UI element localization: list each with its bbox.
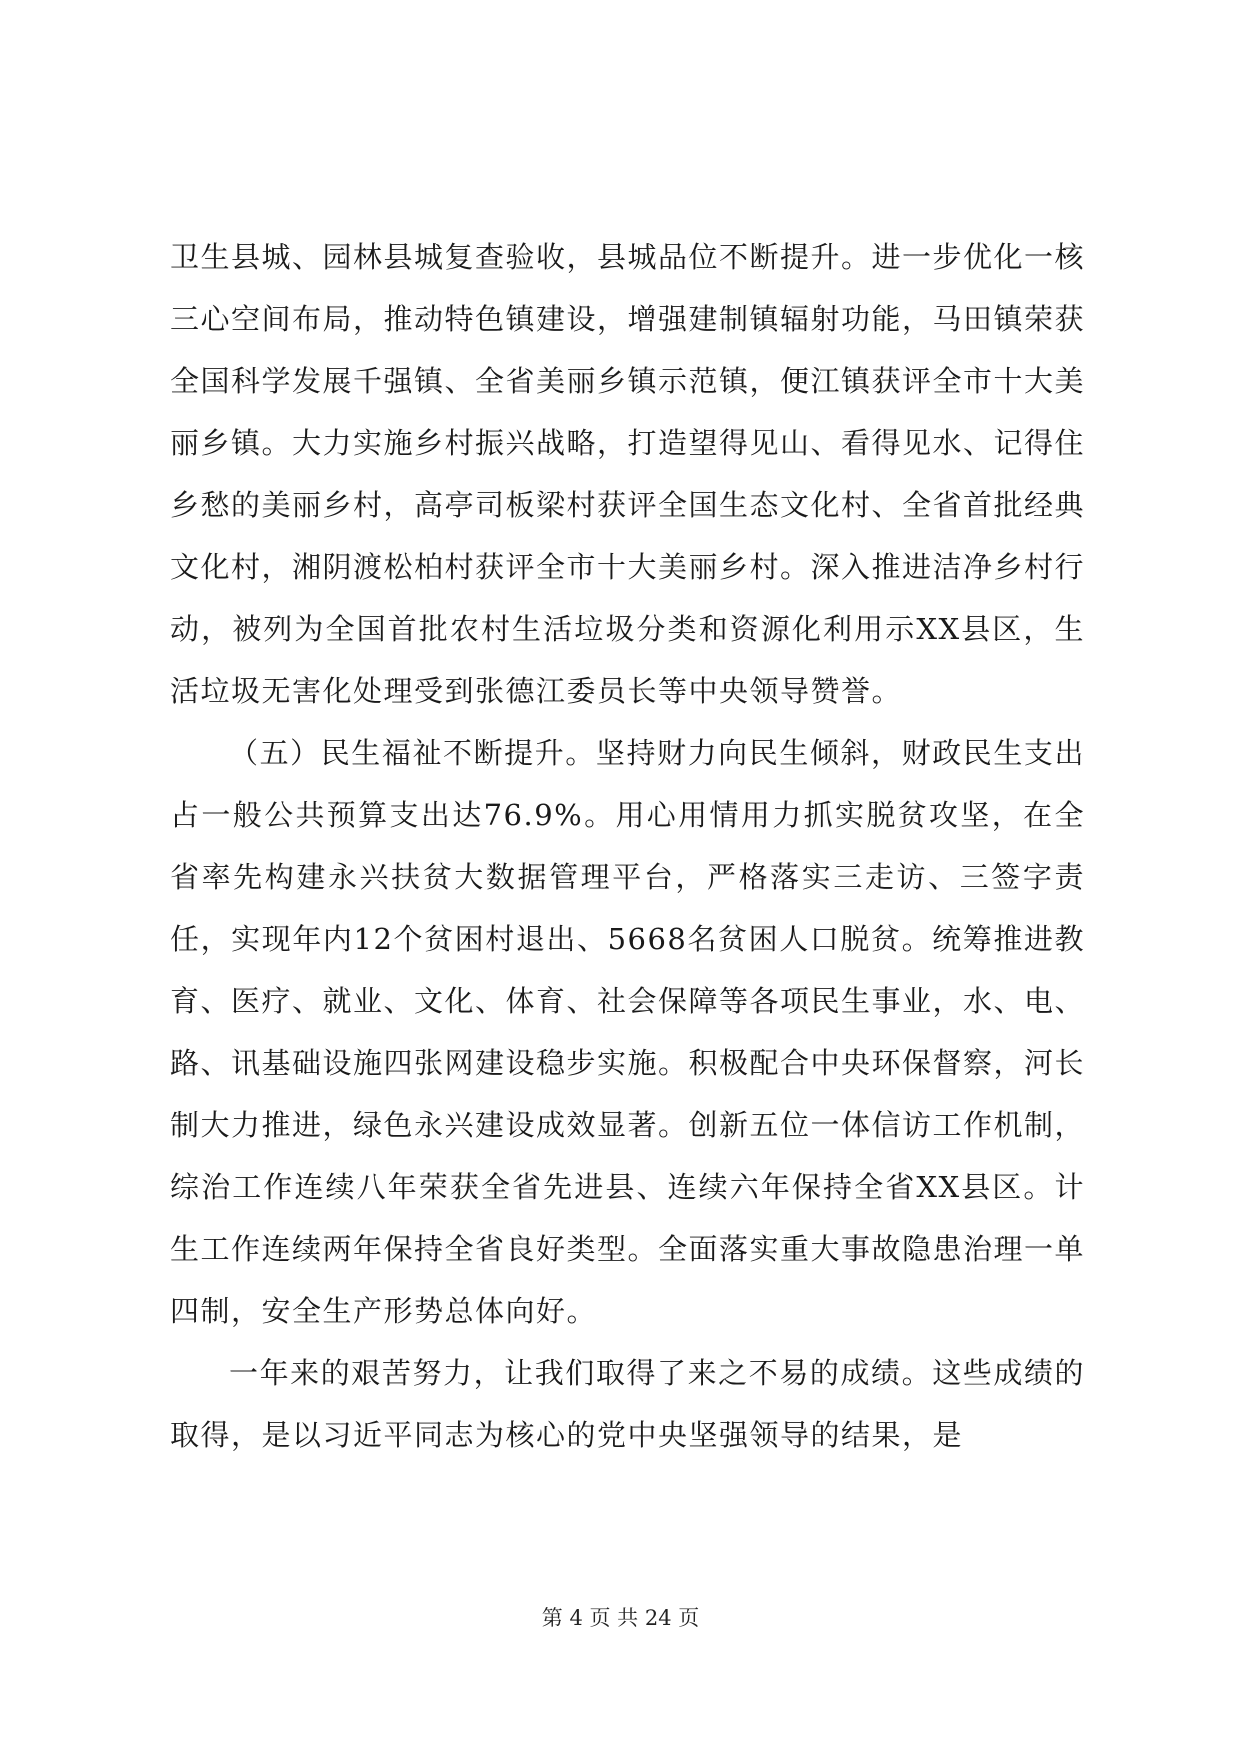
paragraph-county-construction: 卫生县城、园林县城复查验收，县城品位不断提升。进一步优化一核三心空间布局，推动特色镇建设，增强建制镇辐射功能，马田镇荣获全国科学发展千强镇、全省美丽乡镇示范镇，便江镇获评全市十大美丽乡镇。大力实施乡村振兴战略，打造望得见山、看得见水、记得住乡愁的美丽乡村，高亭司板梁村获评全国生态文化村、全省首批经典文化村，湘阴渡松柏村获评全市十大美丽乡村。深入推进洁净乡村行动，被列为全国首批农村生活垃圾分类和资源化利用示XX县区，生活垃圾无害化处理受到张德江委员长等中央领导赞誉。 bbox=[170, 240, 1086, 708]
paragraph-achievements: 一年来的艰苦努力，让我们取得了来之不易的成绩。这些成绩的取得，是以习近平同志为核心的党中央坚强领导的结果，是 bbox=[170, 1356, 1085, 1452]
body-text bbox=[170, 226, 1085, 1466]
paragraph-livelihood: （五）民生福祉不断提升。坚持财力向民生倾斜，财政民生支出占一般公共预算支出达76.9%。用心用情用力抓实脱贫攻坚，在全省率先构建永兴扶贫大数据管理平台，严格落实三走访、三签字责任，实现年内12个贫困村退出、5668名贫困人口脱贫。统筹推进教育、医疗、就业、文化、体育、社会保障等各项民生事业，水、电、路、讯基础设施四张网建设稳步实施。积极配合中央环保督察，河长制大力推进，绿色永兴建设成效显著。创新五位一体信访工作机制，综治工作连续八年荣获全省先进县、连续六年保持全省XX县区。计生工作连续两年保持全省良好类型。全面落实重大事故隐患治理一单四制，安全生产形势总体向好。 bbox=[170, 736, 1086, 1328]
page-number-footer: 第 4 页 共 24 页 bbox=[541, 1606, 700, 1630]
